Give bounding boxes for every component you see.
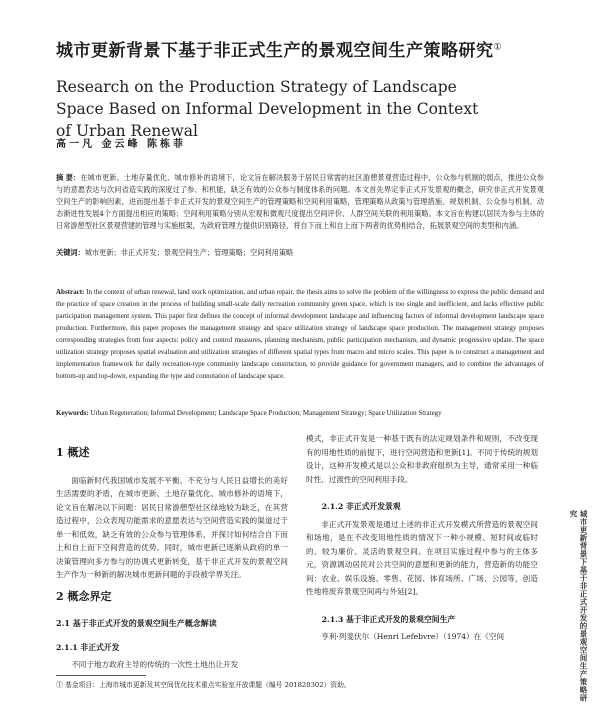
section-2-1-2-heading: 2.1.2 非正式开发景观 xyxy=(321,502,401,511)
right-paragraph-3: 亨利·列斐伏尔（Henri Lefebvre）（1974）在《空间 xyxy=(321,632,505,641)
keywords-chinese xyxy=(56,247,544,259)
keywords-english-text: Urban Regeneration; Informal Development; Landscape Space Production; Management Strategy; Space Utilization Strategy xyxy=(90,409,442,417)
abstract-english-text: In the context of urban renewal, land stock optimization, and urban repair, the thesis aims to solve the problem of the willingness to express the public demand and the practice of space creation in the process of building small-scale daily recreation community green space, which is too single and inefficient, and lacks effective public participation management system. This paper first defines the concept of informal development landscape and influencing factors of informal development landscape space production. Furthermore, this paper proposes the management strategy and space utilization strategy of landscape space production. The management strategy proposes corresponding strategies from four aspects: policy and control measures, planning mechanism, public participation mechanism, and dynamic progressive update. The space utilization strategy proposes spatial evaluation and utilization strategies of different spatial types from macro and micro scales. This paper is to construct a management and implementation framework for daily recreation-type community landscape construction, to provide guidance for government managers, and to combine the advantages of bottom-up and top-down, expanding the type and connotation of landscape space. xyxy=(56,288,544,380)
section-2-1-3-heading: 2.1.3 基于非正式开发的景观空间生产 xyxy=(321,614,456,624)
right-paragraph-1: 模式，非正式开发是一种基于既有的法定规划条件和规则，不改变现有的用地性质的前提下，进行空间营造和更新[1]。不同于传统的规划设计，这种开发模式是以公众和非政府组织为主导，通常采用一种临时性、过渡性的空间利用手段。 xyxy=(306,434,538,484)
section-2-1-1-heading: 2.1.1 非正式开发 xyxy=(56,642,120,652)
section-2-1-heading: 2.1 基于非正式开发的景观空间生产概念解读 xyxy=(56,618,217,628)
section-1-paragraph: 面临新时代我国城市发展不平衡、不充分与人民日益增长的美好生活需要的矛盾，在城市更新、土地存量优化、城市修补的语境下，论文旨在解决以下问题：居民日常游憩型社区绿地较为缺乏，在其营造过程中，公众表现功能需求的意愿表达与空间营造实践的渠道过于单一和低效，缺乏有效的公众参与管理体系，并探讨如何结合自下而上和自上而下空间营造的优势。同时，城市更新已逐渐从政府的单一决策管理向多方参与的协调式更新转变，基于非正式开发的景观空间生产作为一种新的解决城市更新问题的手段被学界关注。 xyxy=(56,475,288,579)
abstract-chinese-label: 摘 要： xyxy=(56,173,81,182)
abstract-english-label: Abstract: xyxy=(56,288,85,296)
keywords-english-label: Keywords: xyxy=(56,409,89,417)
keywords-english xyxy=(56,407,544,419)
abstract-english xyxy=(56,286,544,382)
right-paragraph-2: 非正式开发景观是通过上述的非正式开发模式所营造的景观空间和场地，是在不改变用地性质的情况下一种小规模、短时间或临时的、较为廉价、灵活的景观空间。在项目实施过程中参与的主体多元，资源调动居民对公共空间的意愿和更新的能力，营造新的功能空间：农业、娱乐设施、零售、花园、体育场所、广场、公园等，创造性地将废弃景观空间再与外延[2]。 xyxy=(306,519,538,596)
section-1-heading: 1 概述 xyxy=(56,446,90,459)
abstract-chinese xyxy=(56,172,544,232)
side-running-title-text: 城市更新背景下基于非正式开发的景观空间生产策略研究 xyxy=(569,510,588,702)
authors: 高一凡 金云峰 陈栋菲 xyxy=(56,139,186,150)
side-running-title xyxy=(568,510,600,709)
section-2-1-1-paragraph: 不同于地方政府主导的传统的一次性土地出让开发 xyxy=(71,660,239,669)
section-2-heading: 2 概念界定 xyxy=(56,589,112,603)
footnote-divider xyxy=(56,675,146,676)
body-column-right xyxy=(306,432,538,688)
title-english: Research on the Production Strategy of Landscape Space Based on Informal Development in the Context of Urban Renewal xyxy=(56,78,479,140)
keywords-chinese-text: 城市更新；非正式开发；景观空间生产；管理策略；空间利用策略 xyxy=(84,248,294,257)
keywords-chinese-label: 关键词： xyxy=(56,248,85,257)
title-footnote-marker: ① xyxy=(493,42,503,53)
body-column-left xyxy=(56,438,288,688)
title-chinese: 城市更新背景下基于非正式生产的景观空间生产策略研究① xyxy=(56,41,503,61)
abstract-chinese-text: 在城市更新、土地存量优化、城市修补的语境下，论文旨在解决服务于居民日常需的社区游憩景观营造过程中，公众参与机制的弱点，推进公众参与的意愿表达与次问省造实践的深度过了参、和机能，缺乏有效的公众参与制度体系的问题。本文首先界定非正式开发景观的概念，研究非正式开发景观空间生产的影响因素，进而提出基于非正式开发的景观空间生产的管理策略和空间利用策略，管理策略从政策与管理措施、规划机制、公众参与机制、动态渐进性发展4个方面提出相应的策略；空间利用策略分别从宏观和微观尺度提出空间评价、人群空间关联的利用策略。本文旨在构建以居民为参与主体的日常游憩型社区景观营建的管理与实施框架，为政府管理方提供识别路径，将自下而上和自上而下两者的优势相结合，拓展景观空间的类型和内涵。 xyxy=(56,173,544,230)
footnote: ① 基金项目：上海市城市更新及其空间优化技术重点实验室开放课题（编号 201820302）资助。 xyxy=(56,681,351,689)
